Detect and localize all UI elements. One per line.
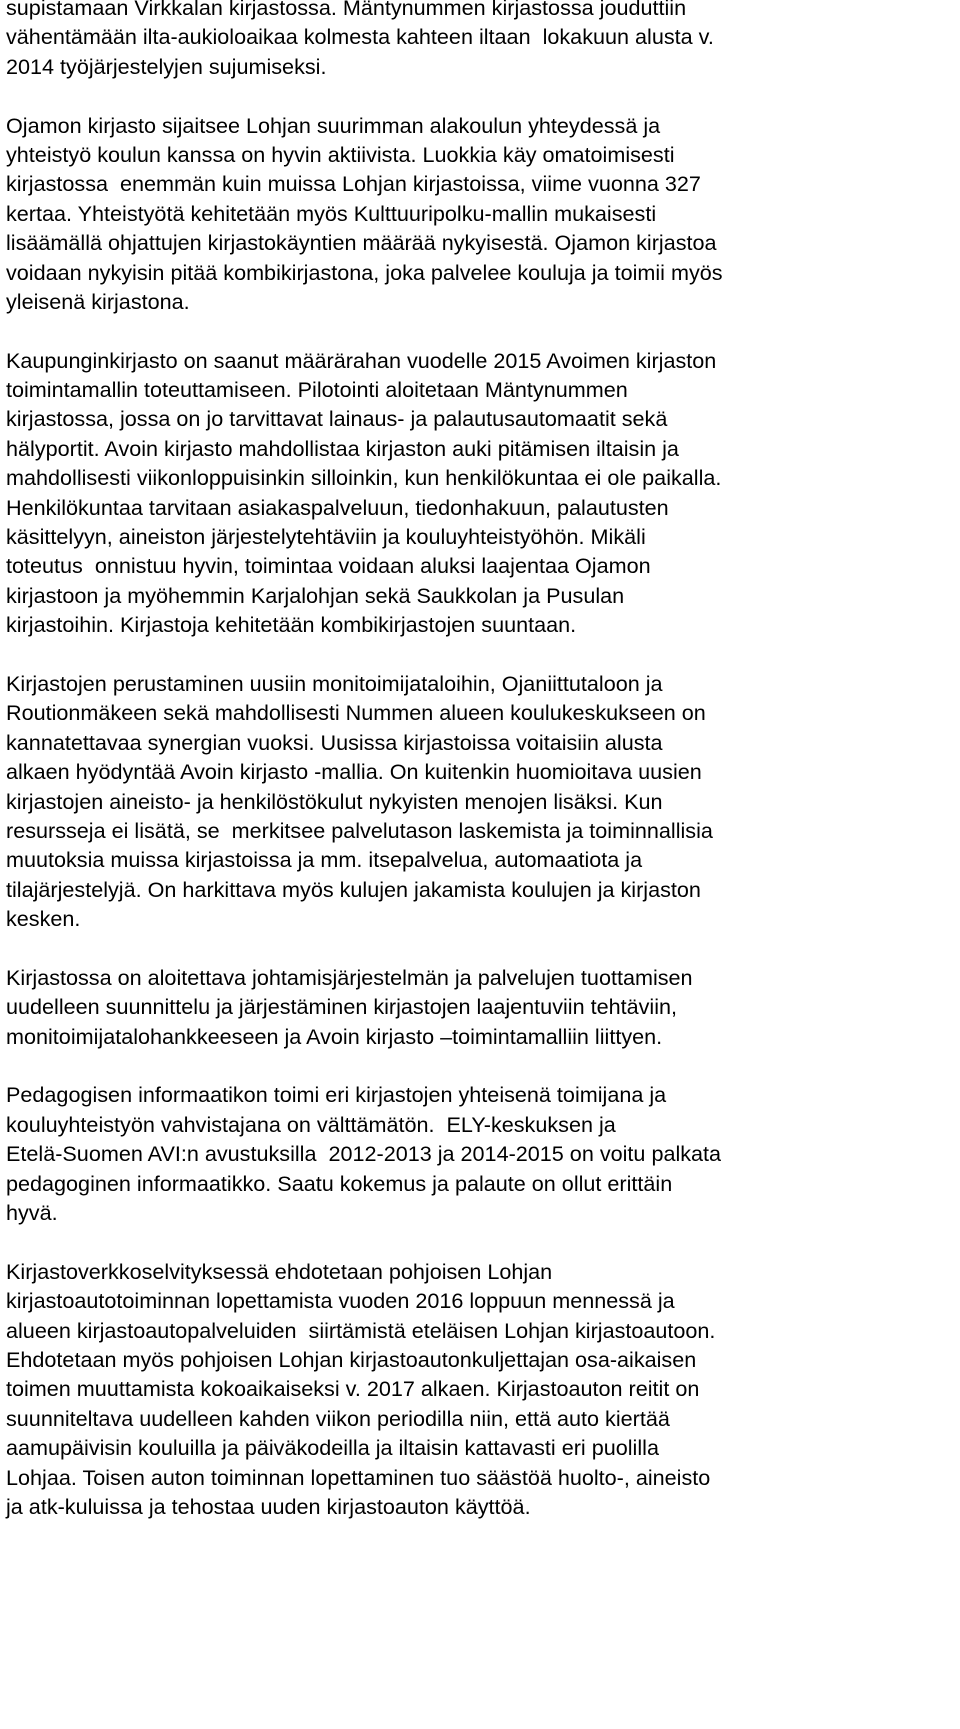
text-line: Kirjastoverkkoselvityksessä ehdotetaan pohjoisen Lohjan [6,1258,553,1284]
paragraph-management-system [6,963,960,1051]
text-line: toimen muuttamista kokoaikaiseksi v. 2017 alkaen. Kirjastoauton reitit on [6,1376,700,1402]
text-line: yleisenä kirjastona. [6,288,190,314]
text-line: kirjastoon ja myöhemmin Karjalohjan sekä Saukkolan ja Pusulan [6,582,625,608]
text-line: kirjastossa enemmän kuin muissa Lohjan kirjastoissa, viime vuonna 327 [6,171,701,197]
text-line: hälyportit. Avoin kirjasto mahdollistaa kirjaston auki pitämisen iltaisin ja [6,435,679,461]
text-line: käsittelyyn, aineiston järjestelytehtäviin ja kouluyhteistyöhön. Mikäli [6,524,646,550]
text-line: Kaupunginkirjasto on saanut määrärahan vuodelle 2015 Avoimen kirjaston [6,347,717,373]
paragraph-open-library [6,346,960,640]
paragraph-ojamo-library [6,111,960,317]
paragraph-new-libraries [6,669,960,934]
text-line: tilajärjestelyjä. On harkittava myös kulujen jakamista koulujen ja kirjaston [6,876,701,902]
text-line: Routionmäkeen sekä mahdollisesti Nummen alueen koulukeskukseen on [6,700,706,726]
text-line: pedagoginen informaatikko. Saatu kokemus ja palaute on ollut erittäin [6,1170,673,1196]
text-line: voidaan nykyisin pitää kombikirjastona, joka palvelee kouluja ja toimii myös [6,259,723,285]
text-line: monitoimijatalohankkeeseen ja Avoin kirjasto –toimintamalliin liittyen. [6,1023,663,1049]
text-line: suunniteltava uudelleen kahden viikon periodilla niin, että auto kiertää [6,1405,670,1431]
text-line: supistamaan Virkkalan kirjastossa. Mäntynummen kirjastossa jouduttiin [6,0,687,20]
text-line: kirjastossa, jossa on jo tarvittavat lainaus- ja palautusautomaatit sekä [6,406,668,432]
text-line: mahdollisesti viikonloppuisinkin silloinkin, kun henkilökuntaa ei ole paikalla. [6,465,722,491]
text-line: Pedagogisen informaatikon toimi eri kirjastojen yhteisenä toimijana ja [6,1082,667,1108]
text-line: kesken. [6,906,81,932]
text-line: kirjastoihin. Kirjastoja kehitetään kombikirjastojen suuntaan. [6,612,577,638]
text-line: alkaen hyödyntää Avoin kirjasto -mallia. On kuitenkin huomioitava uusien [6,759,702,785]
text-line: yhteistyö koulun kanssa on hyvin aktiivista. Luokkia käy omatoimisesti [6,141,675,167]
text-line: Ehdotetaan myös pohjoisen Lohjan kirjastoautonkuljettajan osa-aikaisen [6,1346,697,1372]
paragraph-pedagogical-informatician [6,1080,960,1227]
text-line: Kirjastossa on aloitettava johtamisjärjestelmän ja palvelujen tuottamisen [6,964,693,990]
text-line: Henkilökuntaa tarvitaan asiakaspalveluun, tiedonhakuun, palautusten [6,494,669,520]
text-line: ja atk-kuluissa ja tehostaa uuden kirjastoauton käyttöä. [6,1493,531,1519]
paragraph-virkkala-mantynummi [6,0,960,81]
text-line: vähentämään ilta-aukioloaikaa kolmesta kahteen iltaan lokakuun alusta v. [6,24,714,50]
text-line: kertaa. Yhteistyötä kehitetään myös Kulttuuripolku-mallin mukaisesti [6,200,657,226]
text-line: alueen kirjastoautopalveluiden siirtämistä eteläisen Lohjan kirjastoautoon. [6,1317,716,1343]
text-line: uudelleen suunnittelu ja järjestäminen kirjastojen laajentuviin tehtäviin, [6,994,678,1020]
text-line: lisäämällä ohjattujen kirjastokäyntien määrää nykyisestä. Ojamon kirjastoa [6,230,717,256]
text-line: kouluyhteistyön vahvistajana on välttämätön. ELY-keskuksen ja [6,1111,616,1137]
paragraph-bookmobile [6,1257,960,1522]
text-line: hyvä. [6,1200,58,1226]
text-line: aamupäivisin kouluilla ja päiväkodeilla ja iltaisin kattavasti eri puolilla [6,1435,659,1461]
text-line: kannatettavaa synergian vuoksi. Uusissa kirjastoissa voitaisiin alusta [6,729,663,755]
text-line: Etelä-Suomen AVI:n avustuksilla 2012-2013 ja 2014-2015 on voitu palkata [6,1141,722,1167]
text-line: toimintamallin toteuttamiseen. Pilotointi aloitetaan Mäntynummen [6,377,628,403]
text-line: muutoksia muissa kirjastoissa ja mm. itsepalvelua, automaatiota ja [6,847,643,873]
text-line: 2014 työjärjestelyjen sujumiseksi. [6,53,327,79]
text-line: kirjastoautotoiminnan lopettamista vuoden 2016 loppuun mennessä ja [6,1288,675,1314]
text-line: toteutus onnistuu hyvin, toimintaa voidaan aluksi laajentaa Ojamon [6,553,651,579]
text-line: Lohjaa. Toisen auton toiminnan lopettaminen tuo säästöä huolto-, aineisto [6,1464,711,1490]
text-line: Kirjastojen perustaminen uusiin monitoimijataloihin, Ojaniittutaloon ja [6,670,663,696]
text-line: kirjastojen aineisto- ja henkilöstökulut nykyisten menojen lisäksi. Kun [6,788,663,814]
text-line: Ojamon kirjasto sijaitsee Lohjan suurimman alakoulun yhteydessä ja [6,112,661,138]
text-line: resursseja ei lisätä, se merkitsee palvelutason laskemista ja toiminnallisia [6,817,713,843]
